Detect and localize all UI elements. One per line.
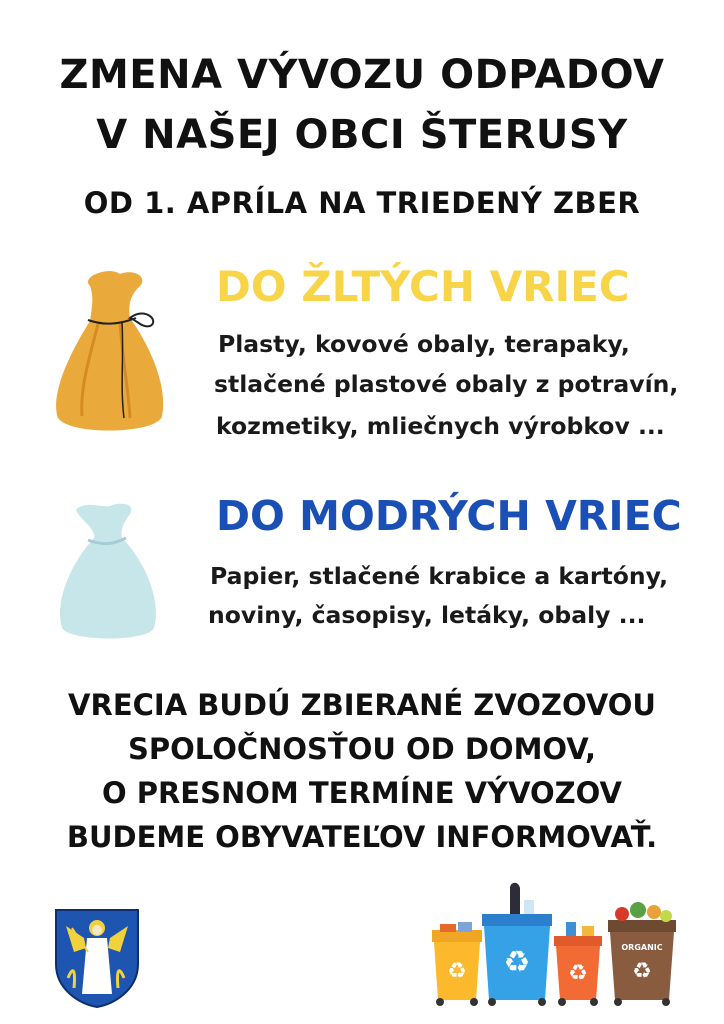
page-title-line1: ZMENA VÝVOZU ODPADOV [59,52,665,98]
yellow-bags-line-1: Plasty, kovové obaly, terapaky, [218,330,630,358]
svg-text:♻: ♻ [503,945,531,980]
page-title-line2: V NAŠEJ OBCI ŠTERUSY [96,112,628,158]
svg-text:♻: ♻ [632,959,652,984]
yellow-bags-heading: DO ŽLTÝCH VRIEC [216,262,630,311]
recycling-bins-icon [426,874,686,1009]
yellow-bags-line-3: kozmetiky, mliečnych výrobkov ... [216,412,665,440]
blue-bags-heading: DO MODRÝCH VRIEC [216,492,682,540]
svg-text:♻: ♻ [447,959,467,984]
blue-bags-line-2: noviny, časopisy, letáky, obaly ... [208,601,646,629]
organic-label: ORGANIC [621,943,663,952]
blue-bags-line-1: Papier, stlačené krabice a kartóny, [210,562,669,590]
coat-of-arms-icon [54,908,140,1008]
yellow-bags-line-2: stlačené plastové obaly z potravín, [214,370,679,398]
blue-bag-icon [54,500,164,642]
notice-line-2: SPOLOČNOSŤOU OD DOMOV, [127,732,597,766]
notice-line-4: BUDEME OBYVATEĽOV INFORMOVAŤ. [66,820,658,854]
page-subtitle: OD 1. APRÍLA NA TRIEDENÝ ZBER [83,186,641,220]
notice-line-3: O PRESNOM TERMÍNE VÝVOZOV [101,776,623,810]
notice-line-1: VRECIA BUDÚ ZBIERANÉ ZVOZOVOU [68,688,656,722]
svg-text:♻: ♻ [568,961,588,986]
yellow-bag-icon [50,266,170,436]
